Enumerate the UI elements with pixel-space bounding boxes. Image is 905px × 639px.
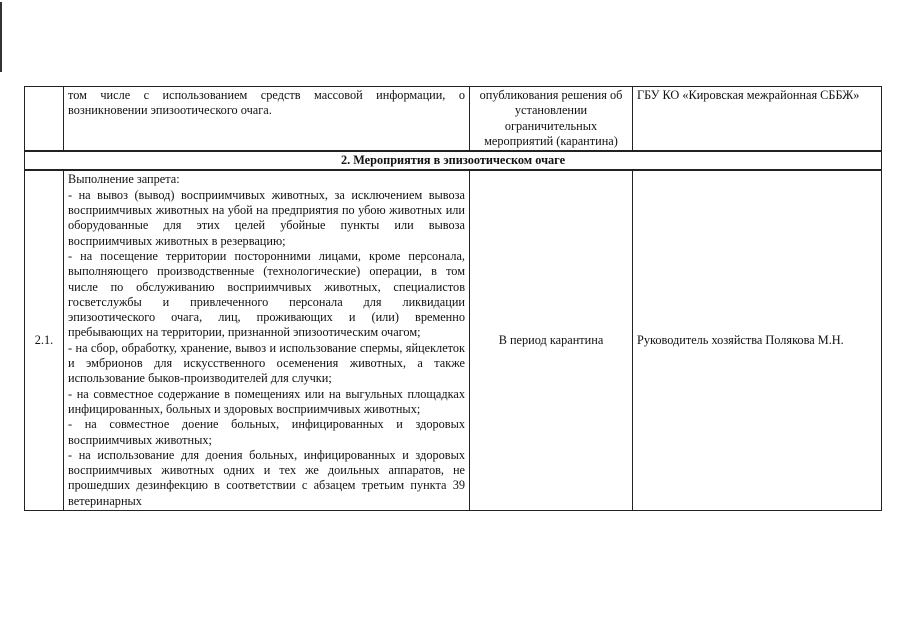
measure-paragraph: - на использование для доения больных, инфицированных и здоровых восприимчивых животных одних и тех же доильных аппаратов, не прошедших дезинфекцию в соответствии с абзацем третьим пункта 39 ветеринарных — [68, 447, 465, 508]
measure-paragraph: - на совместное содержание в помещениях или на выгульных площадках инфицированных, больных и здоровых восприимчивых животных; — [68, 386, 465, 416]
row-number — [25, 87, 64, 152]
deadline-cell: В период карантина — [470, 170, 633, 510]
measure-text: том числе с использованием средств массовой информации, о возникновении эпизоотического очага. — [64, 87, 470, 152]
section-header-row — [25, 151, 882, 170]
page-edge-mark — [0, 2, 2, 72]
row-number: 2.1. — [25, 170, 64, 510]
deadline-cell: опубликования решения об установлении ограничительных мероприятий (карантина) — [470, 87, 633, 152]
responsible-cell: Руководитель хозяйства Полякова М.Н. — [633, 170, 882, 510]
measure-text — [64, 170, 470, 510]
table-row — [25, 170, 882, 510]
section-title: 2. Мероприятия в эпизоотическом очаге — [25, 151, 882, 170]
measure-paragraph: Выполнение запрета: — [68, 172, 180, 187]
measures-table — [24, 86, 882, 511]
responsible-cell: ГБУ КО «Кировская межрайонная СББЖ» — [633, 87, 882, 152]
measure-paragraph: - на сбор, обработку, хранение, вывоз и использование спермы, яйцеклеток и эмбрионов для искусственного осеменения животных, а также использование быков-производителей для случки; — [68, 340, 465, 386]
table-row — [25, 87, 882, 152]
measure-paragraph: - на вывоз (вывод) восприимчивых животных, за исключением вывоза восприимчивых животных на убой на предприятия по убою животных или оборудованные для этих целей убойные пункты или вывоза восприимчивых животных в резервацию; — [68, 187, 465, 248]
measure-paragraph: - на совместное доение больных, инфицированных и здоровых восприимчивых животных; — [68, 417, 465, 447]
measure-paragraph: - на посещение территории посторонними лицами, кроме персонала, выполняющего производственные (технологические) операции, в том числе по обслуживанию восприимчивых животных, специалистов госветслужбы и привлеченного персонала для ликвидации эпизоотического очага, лиц, проживающих и (или) временно пребывающих на территории, признанной эпизоотическим очагом; — [68, 248, 465, 340]
